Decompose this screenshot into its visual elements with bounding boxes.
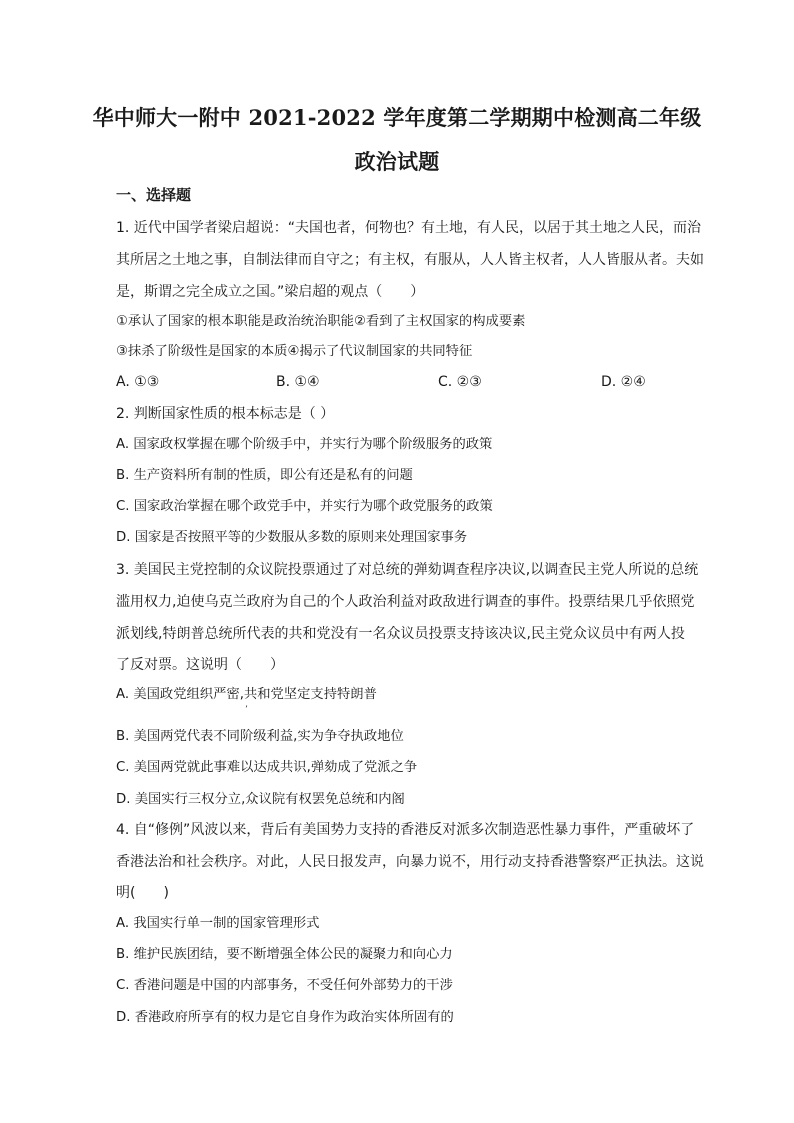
- q2-option-a: A. 国家政权掌握在哪个阶级手中，并实行为哪个阶级服务的政策: [116, 437, 493, 452]
- q2-stem: 2. 判断国家性质的根本标志是（ ）: [116, 406, 335, 422]
- q1-stem-line: 1. 近代中国学者梁启超说：“夫国也者，何物也？有土地，有人民，以居于其土地之人民，而治: [116, 220, 702, 236]
- q4-stem-line: 明( ): [116, 885, 169, 901]
- q3-option-c: C. 美国两党就此事难以达成共识,弹劾成了党派之争: [116, 760, 418, 775]
- q1-option-a: A. ①③: [116, 374, 160, 390]
- q1-stem-line: 是，斯谓之完全成立之国。”梁启超的观点（ ）: [116, 284, 425, 300]
- q2-option-d: D. 国家是否按照平等的少数服从多数的原则来处理国家事务: [116, 530, 468, 545]
- section-heading: 一、选择题: [116, 186, 192, 204]
- q3-stem-line: 了反对票。这说明（ ）: [116, 657, 284, 673]
- q4-option-d: D. 香港政府所享有的权力是它自身作为政治实体所固有的: [116, 1010, 454, 1025]
- q3-stem-line: 派划线,特朗普总统所代表的共和党没有一名众议员投票支持该决议,民主党众议员中有两人投: [116, 626, 685, 642]
- q1-options: [116, 372, 696, 392]
- q4-stem-line: 4. 自“修例”风波以来，背后有美国势力支持的香港反对派多次制造恶性暴力事件，严重破坏了: [116, 822, 695, 838]
- q4-option-a: A. 我国实行单一制的国家管理形式: [116, 916, 320, 931]
- q3-stem-line: 3. 美国民主党控制的众议院投票通过了对总统的弹劾调查程序决议,以调查民主党人所说的总统: [116, 562, 699, 578]
- q4-option-c: C. 香港问题是中国的内部事务，不受任何外部势力的干涉: [116, 978, 453, 993]
- q1-statement: ③抹杀了阶级性是国家的本质④揭示了代议制国家的共同特征: [116, 344, 473, 359]
- q3-option-a: A. 美国政党组织严密,共和党坚定支持特朗普: [116, 687, 377, 702]
- q3-option-b: B. 美国两党代表不同阶级利益,实为争夺执政地位: [116, 729, 404, 744]
- q3-stem-line: 滥用权力,迫使乌克兰政府为自己的个人政治利益对政敌进行调查的事件。投票结果几乎依照党: [116, 594, 695, 610]
- q3-option-d: D. 美国实行三权分立,众议院有权罢免总统和内阁: [116, 792, 405, 807]
- q2-option-b: B. 生产资料所有制的性质，即公有还是私有的问题: [116, 468, 413, 483]
- q1-statement: ①承认了国家的根本职能是政治统治职能②看到了主权国家的构成要素: [116, 314, 526, 329]
- q4-stem-line: 香港法治和社会秩序。对此，人民日报发声，向暴力说不，用行动支持香港警察严正执法。这说: [116, 854, 704, 870]
- exam-title: 华中师大一附中 2021-2022 学年度第二学期期中检测高二年级: [92, 105, 702, 130]
- q1-stem-line: 其所居之土地之事，自制法律而自守之；有主权，有服从，人人皆主权者，人人皆服从者。夫如: [116, 252, 704, 268]
- q1-option-d: D. ②④: [601, 374, 646, 390]
- q1-option-b: B. ①④: [276, 374, 320, 390]
- q4-option-b: B. 维护民族团结，要不断增强全体公民的凝聚力和向心力: [116, 947, 453, 962]
- q1-option-c: C. ②③: [438, 374, 482, 390]
- stray-mark: ’: [245, 705, 248, 715]
- q2-option-c: C. 国家政治掌握在哪个政党手中，并实行为哪个政党服务的政策: [116, 499, 493, 514]
- exam-subtitle: 政治试题: [354, 149, 440, 174]
